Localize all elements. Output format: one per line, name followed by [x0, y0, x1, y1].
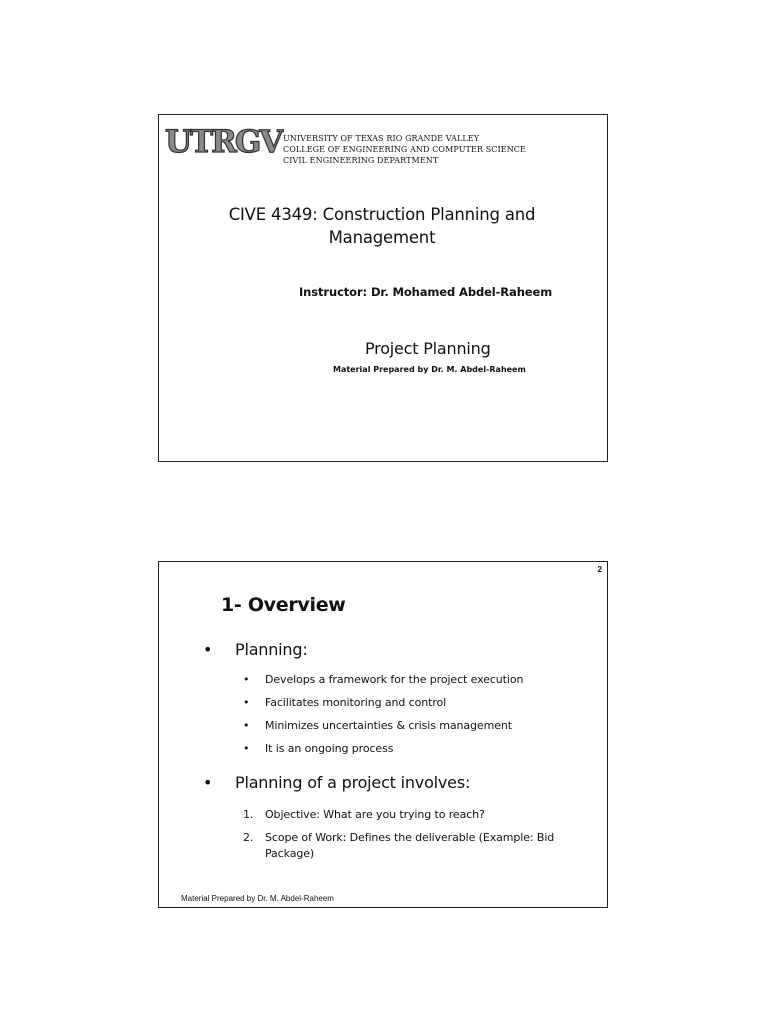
bullet-icon: • [203, 640, 213, 659]
course-title-line2: Management [328, 228, 436, 247]
section-title: Planning: [235, 640, 308, 659]
deck-title: Project Planning [365, 339, 491, 358]
item-number: 1. [243, 808, 254, 821]
numbered-item [243, 807, 573, 823]
university-header [283, 133, 526, 166]
list-item [243, 673, 523, 686]
overview-slide [158, 561, 608, 908]
list-item [243, 719, 512, 732]
page-number: 2 [597, 565, 602, 574]
bullet-icon: • [243, 742, 250, 755]
slide-footer: Material Prepared by Dr. M. Abdel-Raheem [181, 894, 334, 903]
svg-text:UTRGV: UTRGV [165, 124, 282, 157]
list-item [243, 696, 446, 709]
list-item [243, 742, 393, 755]
numbered-item-text: Scope of Work: Defines the deliverable (Example: Bid Package) [265, 831, 555, 860]
bullet-icon: • [243, 719, 250, 732]
college-name: COLLEGE OF ENGINEERING AND COMPUTER SCIENCE [283, 145, 526, 154]
section-title: Planning of a project involves: [235, 773, 471, 792]
list-item-text: Facilitates monitoring and control [265, 696, 447, 709]
section-project-planning [203, 773, 470, 792]
slide-heading: 1- Overview [221, 594, 346, 616]
list-item-text: Minimizes uncertainties & crisis management [265, 719, 512, 732]
university-name: UNIVERSITY OF TEXAS RIO GRANDE VALLEY [283, 134, 480, 143]
list-item-text: It is an ongoing process [265, 742, 394, 755]
course-title [217, 203, 547, 249]
numbered-item [243, 830, 573, 862]
instructor-name: Instructor: Dr. Mohamed Abdel-Raheem [299, 285, 553, 299]
numbered-item-text: Objective: What are you trying to reach? [265, 808, 485, 821]
bullet-icon: • [203, 773, 213, 792]
bullet-icon: • [243, 673, 250, 686]
bullet-icon: • [243, 696, 250, 709]
course-title-line1: CIVE 4349: Construction Planning and [228, 205, 536, 224]
list-item-text: Develops a framework for the project execution [265, 673, 524, 686]
prepared-by: Material Prepared by Dr. M. Abdel-Raheem [333, 365, 526, 374]
title-slide [158, 114, 608, 462]
section-planning [203, 640, 308, 659]
item-number: 2. [243, 831, 254, 844]
utrgv-logo [164, 123, 284, 157]
department-name: CIVIL ENGINEERING DEPARTMENT [283, 156, 439, 165]
